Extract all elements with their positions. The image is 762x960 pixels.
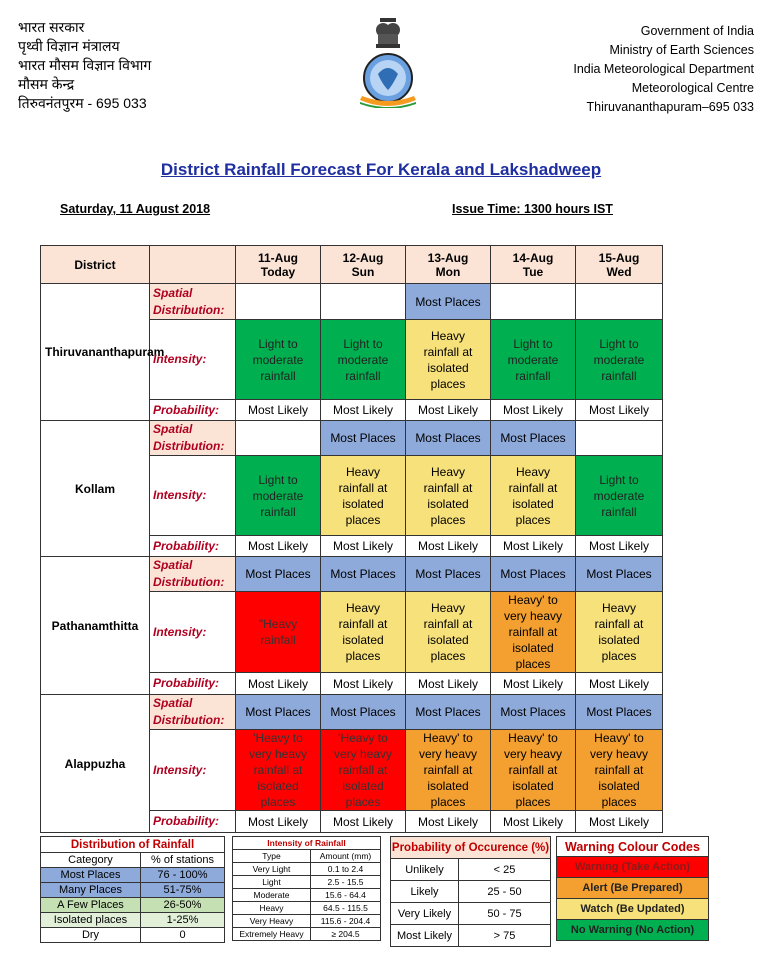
imd-emblem-icon xyxy=(352,16,424,108)
intensity-cell xyxy=(321,730,406,811)
warning-row xyxy=(557,857,709,878)
day-header xyxy=(406,246,491,284)
district-name: Pathanamthitta xyxy=(41,557,150,695)
distribution-row xyxy=(41,898,225,913)
probability-cell: Most Likely xyxy=(236,811,321,833)
warning-legend xyxy=(556,836,709,941)
intensity-cell xyxy=(236,456,321,536)
spatial-cell: Most Places xyxy=(321,421,406,456)
spatial-cell: Most Places xyxy=(321,557,406,592)
warning-row xyxy=(557,899,709,920)
spatial-label: Spatial Distribution: xyxy=(150,695,236,730)
spatial-cell: Most Places xyxy=(576,557,663,592)
distribution-category: Many Places xyxy=(41,883,141,898)
day-header xyxy=(576,246,663,284)
day-name: Sun xyxy=(351,264,375,279)
hindi-line-2: पृथ्वी विज्ञान मंत्रालय xyxy=(18,38,120,54)
spatial-cell xyxy=(576,284,663,320)
intensity-amount: ≥ 204.5 xyxy=(311,928,381,941)
spatial-label: Spatial Distribution: xyxy=(150,421,236,456)
distribution-row xyxy=(41,868,225,883)
probability-cell: Most Likely xyxy=(576,673,663,695)
intensity-text: Heavy rainfall at isolated places xyxy=(338,601,388,663)
intensity-cell xyxy=(576,730,663,811)
intensity-text: Heavy rainfall at isolated places xyxy=(594,601,644,663)
spatial-cell: Most Places xyxy=(491,421,576,456)
intensity-text: Light to moderate rainfall xyxy=(593,336,645,383)
probability-cell: Most Likely xyxy=(576,536,663,557)
distribution-percent: 1-25% xyxy=(141,913,225,928)
intensity-amount: 15.6 - 64.4 xyxy=(311,889,381,902)
day-header xyxy=(321,246,406,284)
intensity-label: Intensity: xyxy=(150,592,236,673)
probability-legend-value: 50 - 75 xyxy=(459,903,551,925)
distribution-legend xyxy=(40,836,225,943)
intensity-cell xyxy=(491,320,576,400)
intensity-legend xyxy=(232,836,381,941)
intensity-label: Intensity: xyxy=(150,320,236,400)
intensity-text: 'Heavy to very heavy rainfall at isolated places xyxy=(248,731,308,809)
probability-cell: Most Likely xyxy=(321,536,406,557)
intensity-type: Moderate xyxy=(233,889,311,902)
forecast-table xyxy=(40,245,663,833)
intensity-cell xyxy=(576,592,663,673)
spatial-cell: Most Places xyxy=(491,557,576,592)
day-name: Today xyxy=(260,264,296,279)
intensity-text: Heavy rainfall at isolated places xyxy=(338,464,388,527)
intensity-cell xyxy=(576,456,663,536)
probability-cell: Most Likely xyxy=(576,400,663,421)
spatial-row xyxy=(41,421,663,456)
probability-cell: Most Likely xyxy=(576,811,663,833)
probability-legend-label: Likely xyxy=(391,881,459,903)
distribution-row xyxy=(41,913,225,928)
distribution-row xyxy=(41,883,225,898)
intensity-cell xyxy=(321,592,406,673)
forecast-date: Saturday, 11 August 2018 xyxy=(60,202,211,216)
day-date: 15-Aug xyxy=(598,250,640,265)
probability-legend-label: Unlikely xyxy=(391,859,459,881)
probability-legend-value: < 25 xyxy=(459,859,551,881)
probability-cell: Most Likely xyxy=(236,536,321,557)
warning-label: Watch (Be Updated) xyxy=(557,899,709,920)
intensity-type: Heavy xyxy=(233,902,311,915)
intensity-amount: 2.5 - 15.5 xyxy=(311,876,381,889)
distribution-legend-title: Distribution of Rainfall xyxy=(41,837,225,853)
intensity-cell xyxy=(491,456,576,536)
probability-cell: Most Likely xyxy=(406,811,491,833)
district-header: District xyxy=(41,246,150,284)
probability-legend-label: Most Likely xyxy=(391,925,459,947)
header-left-hindi xyxy=(18,18,151,113)
intensity-text: Light to moderate rainfall xyxy=(507,336,559,383)
probability-cell: Most Likely xyxy=(491,673,576,695)
intensity-cell xyxy=(491,730,576,811)
intensity-legend-row xyxy=(233,889,381,902)
intensity-cell xyxy=(406,320,491,400)
intensity-cell xyxy=(576,320,663,400)
distribution-row xyxy=(41,928,225,943)
intensity-amount: 64.5 - 115.5 xyxy=(311,902,381,915)
spatial-row xyxy=(41,695,663,730)
distribution-percent: 26-50% xyxy=(141,898,225,913)
probability-legend-value: > 75 xyxy=(459,925,551,947)
distribution-percent: 51-75% xyxy=(141,883,225,898)
distribution-category: A Few Places xyxy=(41,898,141,913)
day-name: Tue xyxy=(522,264,544,279)
intensity-cell xyxy=(236,730,321,811)
probability-legend-row xyxy=(391,859,551,881)
intensity-cell xyxy=(406,730,491,811)
spatial-row xyxy=(41,557,663,592)
hindi-line-3: भारत मौसम विज्ञान विभाग xyxy=(18,57,152,73)
distribution-header-percent: % of stations xyxy=(141,853,225,868)
english-line-3: India Meteorological Department xyxy=(573,62,754,76)
intensity-text: 'Heavy to very heavy rainfall at isolated places xyxy=(333,731,393,809)
spatial-cell: Most Places xyxy=(406,557,491,592)
district-name: Alappuzha xyxy=(41,695,150,833)
day-header xyxy=(491,246,576,284)
intensity-text: Heavy' to very heavy rainfall at isolated places xyxy=(503,731,563,809)
distribution-category: Most Places xyxy=(41,868,141,883)
warning-row xyxy=(557,920,709,941)
district-name: Kollam xyxy=(41,421,150,557)
warning-label: Warning (Take Action) xyxy=(557,857,709,878)
hindi-line-1: भारत सरकार xyxy=(18,19,85,35)
distribution-percent: 0 xyxy=(141,928,225,943)
header-right-english xyxy=(573,22,754,117)
label-header xyxy=(150,246,236,284)
probability-cell: Most Likely xyxy=(491,536,576,557)
probability-cell: Most Likely xyxy=(236,673,321,695)
spatial-cell: Most Places xyxy=(406,421,491,456)
spatial-cell xyxy=(236,421,321,456)
spatial-cell: Most Places xyxy=(406,695,491,730)
intensity-cell xyxy=(406,456,491,536)
intensity-text: Light to moderate rainfall xyxy=(593,472,645,519)
intensity-text: Light to moderate rainfall xyxy=(337,336,389,383)
probability-legend-row xyxy=(391,881,551,903)
intensity-text: Heavy' to very heavy rainfall at isolated places xyxy=(589,731,649,809)
probability-label: Probability: xyxy=(150,811,236,833)
spatial-cell xyxy=(236,284,321,320)
spatial-cell: Most Places xyxy=(236,695,321,730)
spatial-cell: Most Places xyxy=(491,695,576,730)
intensity-cell xyxy=(236,592,321,673)
intensity-header-type: Type xyxy=(233,850,311,863)
intensity-text: Heavy' to very heavy rainfall at isolated places xyxy=(418,731,478,809)
hindi-line-4: मौसम केन्द्र xyxy=(18,76,75,92)
english-line-1: Government of India xyxy=(640,24,754,38)
intensity-type: Light xyxy=(233,876,311,889)
distribution-header-category: Category xyxy=(41,853,141,868)
probability-cell: Most Likely xyxy=(321,811,406,833)
day-date: 13-Aug xyxy=(427,250,469,265)
day-name: Wed xyxy=(606,264,632,279)
intensity-header-amount: Amount (mm) xyxy=(311,850,381,863)
spatial-cell xyxy=(321,284,406,320)
intensity-cell xyxy=(406,592,491,673)
intensity-legend-row xyxy=(233,876,381,889)
intensity-legend-title: Intensity of Rainfall xyxy=(233,837,381,850)
day-header xyxy=(236,246,321,284)
spatial-cell xyxy=(491,284,576,320)
probability-legend-row xyxy=(391,925,551,947)
probability-cell: Most Likely xyxy=(491,400,576,421)
intensity-text: Heavy' to very heavy rainfall at isolated places xyxy=(503,593,563,671)
intensity-legend-row xyxy=(233,915,381,928)
probability-cell: Most Likely xyxy=(321,400,406,421)
intensity-text: Heavy rainfall at isolated places xyxy=(508,464,558,527)
intensity-type: Very Light xyxy=(233,863,311,876)
probability-legend-value: 25 - 50 xyxy=(459,881,551,903)
spatial-label: Spatial Distribution: xyxy=(150,557,236,592)
day-name: Mon xyxy=(435,264,461,279)
probability-label: Probability: xyxy=(150,536,236,557)
distribution-category: Isolated places xyxy=(41,913,141,928)
probability-cell: Most Likely xyxy=(406,400,491,421)
intensity-legend-row xyxy=(233,902,381,915)
probability-cell: Most Likely xyxy=(491,811,576,833)
probability-cell: Most Likely xyxy=(236,400,321,421)
intensity-amount: 0.1 to 2.4 xyxy=(311,863,381,876)
intensity-label: Intensity: xyxy=(150,730,236,811)
intensity-cell xyxy=(321,456,406,536)
intensity-type: Extremely Heavy xyxy=(233,928,311,941)
intensity-legend-row xyxy=(233,928,381,941)
probability-legend-title: Probability of Occurence (%) xyxy=(391,837,551,859)
spatial-cell: Most Places xyxy=(236,557,321,592)
english-line-2: Ministry of Earth Sciences xyxy=(609,43,754,57)
intensity-amount: 115.6 - 204.4 xyxy=(311,915,381,928)
spatial-cell: Most Places xyxy=(321,695,406,730)
day-date: 14-Aug xyxy=(512,250,554,265)
probability-cell: Most Likely xyxy=(321,673,406,695)
probability-legend xyxy=(390,836,551,947)
english-line-4: Meteorological Centre xyxy=(631,81,754,95)
probability-legend-row xyxy=(391,903,551,925)
probability-legend-label: Very Likely xyxy=(391,903,459,925)
warning-label: No Warning (No Action) xyxy=(557,920,709,941)
warning-row xyxy=(557,878,709,899)
warning-label: Alert (Be Prepared) xyxy=(557,878,709,899)
intensity-text: Heavy rainfall at isolated places xyxy=(423,601,473,663)
district-name: Thiruvananthapuram xyxy=(41,284,150,421)
spatial-row xyxy=(41,284,663,320)
spatial-label: Spatial Distribution: xyxy=(150,284,236,320)
hindi-line-5: तिरुवनंतपुरम - 695 033 xyxy=(18,95,147,111)
intensity-text: Light to moderate rainfall xyxy=(252,472,304,519)
day-date: 11-Aug xyxy=(257,250,298,265)
probability-label: Probability: xyxy=(150,673,236,695)
distribution-category: Dry xyxy=(41,928,141,943)
distribution-percent: 76 - 100% xyxy=(141,868,225,883)
intensity-text: Light to moderate rainfall xyxy=(252,336,304,383)
intensity-text: "Heavy rainfall xyxy=(258,617,298,647)
probability-label: Probability: xyxy=(150,400,236,421)
intensity-cell xyxy=(491,592,576,673)
issue-time: Issue Time: 1300 hours IST xyxy=(452,202,613,216)
intensity-cell xyxy=(321,320,406,400)
english-line-5: Thiruvananthapuram–695 033 xyxy=(586,100,754,114)
intensity-type: Very Heavy xyxy=(233,915,311,928)
intensity-label: Intensity: xyxy=(150,456,236,536)
intensity-cell xyxy=(236,320,321,400)
probability-cell: Most Likely xyxy=(406,673,491,695)
day-date: 12-Aug xyxy=(342,250,384,265)
spatial-cell: Most Places xyxy=(406,284,491,320)
intensity-text: Heavy rainfall at isolated places xyxy=(423,464,473,527)
spatial-cell: Most Places xyxy=(576,695,663,730)
intensity-text: Heavy rainfall at isolated places xyxy=(423,328,473,391)
probability-cell: Most Likely xyxy=(406,536,491,557)
page-title: District Rainfall Forecast For Kerala and Lakshadweep xyxy=(160,160,602,179)
spatial-cell xyxy=(576,421,663,456)
warning-legend-title: Warning Colour Codes xyxy=(557,837,709,857)
intensity-legend-row xyxy=(233,863,381,876)
